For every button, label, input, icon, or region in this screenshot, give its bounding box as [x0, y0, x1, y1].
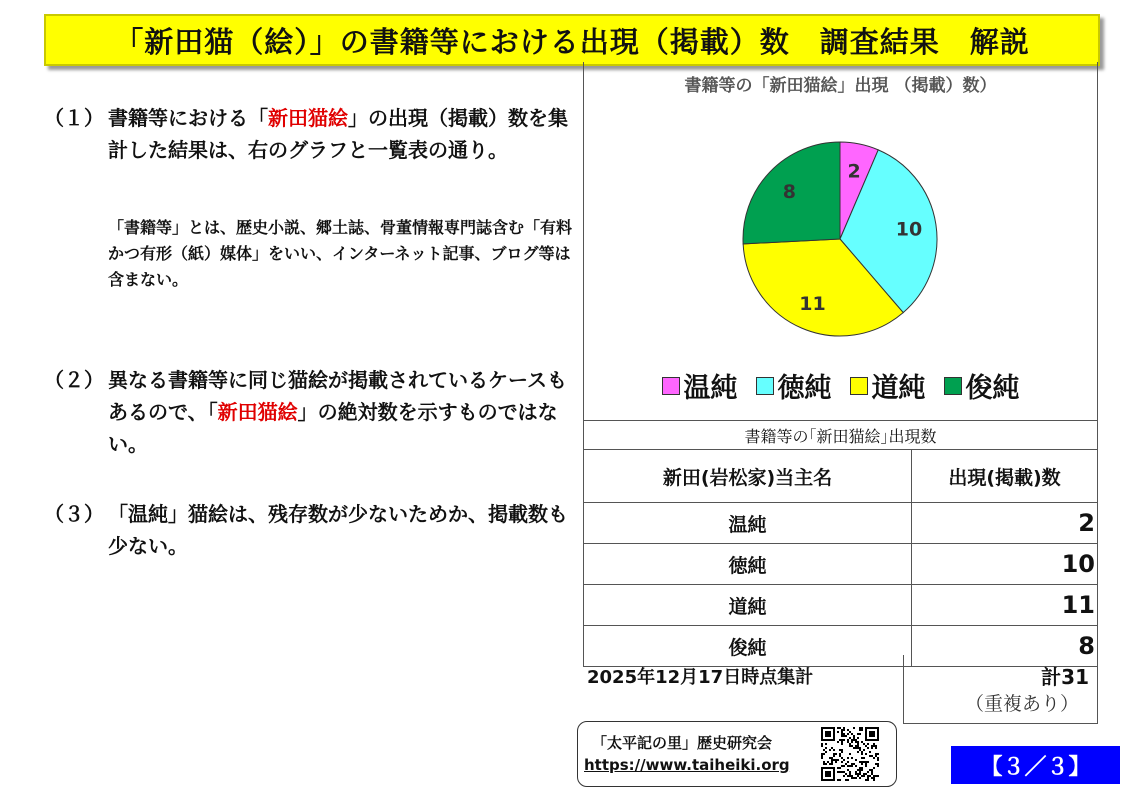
table-row: [584, 544, 1098, 585]
paragraph-3-text: 「温純」猫絵は、残存数が少ないためか、掲載数も少ない。: [108, 502, 568, 558]
chart-title: 書籍等の「新田猫絵」出現 （掲載）数）: [684, 76, 997, 96]
pie-chart-panel: [583, 62, 1098, 421]
row-name: 俊純: [584, 626, 912, 667]
row-name: 温純: [584, 503, 912, 544]
paragraph-1-text: 書籍等における「新田猫絵」の出現（掲載）数を集計した結果は、右のグラフと一覧表の通り。: [108, 106, 568, 162]
legend-label: 徳純: [777, 373, 832, 404]
row-value: 10: [912, 544, 1098, 585]
paragraph-2-text: 異なる書籍等に同じ猫絵が掲載されているケースもあるので、「新田猫絵」の絶対数を示すものではない。: [108, 368, 567, 456]
paragraph-1-number: （１）: [44, 106, 104, 130]
paragraph-3-number: （３）: [44, 502, 104, 526]
total-count: 計31: [1041, 665, 1089, 689]
row-name: 徳純: [584, 544, 912, 585]
row-name: 道純: [584, 585, 912, 626]
column-header-count: 出現(掲載)数: [912, 450, 1098, 503]
legend-item: [756, 366, 832, 405]
table-row: [584, 503, 1098, 544]
legend-swatch: [756, 377, 774, 395]
legend-swatch: [850, 377, 868, 395]
appearance-count-table: [583, 420, 1098, 667]
legend-item: [850, 366, 926, 405]
row-value: 11: [912, 585, 1098, 626]
legend-item: [944, 366, 1020, 405]
club-website-link[interactable]: https://www.taiheiki.org: [584, 756, 790, 774]
pie-data-label: 8: [782, 180, 796, 203]
slide-title: 「新田猫（絵）」の書籍等における出現（掲載）数 調査結果 解説: [44, 14, 1100, 66]
legend-label: 道純: [871, 373, 926, 404]
legend-swatch: [662, 377, 680, 395]
qr-code-icon[interactable]: [821, 727, 879, 781]
highlight-nitta-neko-e: 新田猫絵: [217, 400, 298, 424]
pie-data-label: 2: [847, 160, 861, 183]
pie-data-label: 10: [895, 218, 923, 241]
aggregation-date: 2025年12月17日時点集計: [587, 667, 814, 688]
row-value: 2: [912, 503, 1098, 544]
legend-item: [662, 366, 738, 405]
club-name: 「太平記の里」歴史研究会: [592, 734, 773, 752]
table-row: [584, 585, 1098, 626]
table-caption: 書籍等の｢新田猫絵｣出現数: [584, 421, 1098, 450]
duplicate-note: （重複あり）: [964, 693, 1079, 715]
page-indicator: 【３／３】: [951, 746, 1120, 784]
column-header-head-name: 新田(岩松家)当主名: [584, 450, 912, 503]
row-value: 8: [912, 626, 1098, 667]
legend-label: 温純: [683, 373, 738, 404]
pie-data-label: 11: [799, 293, 826, 316]
legend-label: 俊純: [965, 373, 1020, 404]
highlight-nitta-neko-e: 新田猫絵: [268, 106, 348, 130]
legend-swatch: [944, 377, 962, 395]
definition-note: 「書籍等」とは、歴史小説、郷土誌、骨董情報専門誌含む「有料かつ有形（紙）媒体」をいい、インターネット記事、ブログ等は含まない。: [108, 218, 573, 289]
total-box: [903, 655, 1098, 724]
pie-chart: [584, 62, 1097, 362]
chart-legend: [584, 366, 1097, 405]
club-card: [577, 721, 897, 787]
paragraph-2-number: （２）: [44, 368, 104, 392]
